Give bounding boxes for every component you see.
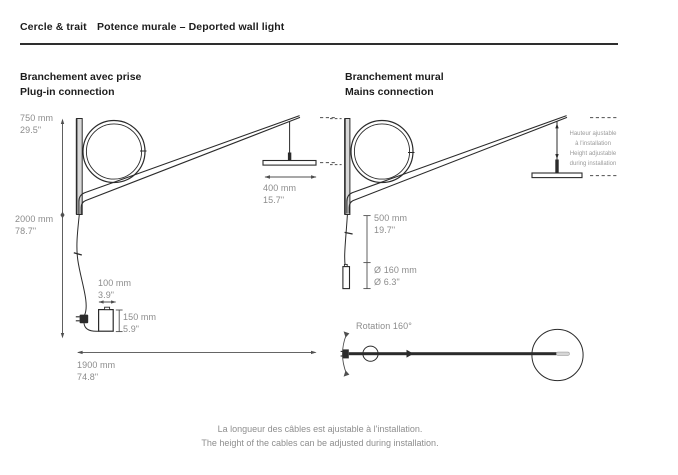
dim-1900 xyxy=(77,359,115,383)
section-heading-mains-en: Mains connection xyxy=(345,86,434,98)
dim-2000-in: 78.7" xyxy=(15,226,37,236)
note-height-adjustable-l2: à l'installation xyxy=(575,141,611,147)
dim-750 xyxy=(20,112,53,136)
rotation-label: Rotation 160° xyxy=(356,321,412,331)
dim-400-in: 15.7" xyxy=(263,195,285,205)
section-heading-plugin-fr: Branchement avec prise xyxy=(20,71,142,83)
dim-2000-mm: 2000 mm xyxy=(15,214,54,224)
note-height-adjustable xyxy=(559,129,627,169)
dim-160-mm: Ø 160 mm xyxy=(374,265,417,275)
footer-note-en: The height of the cables can be adjusted during installation. xyxy=(201,437,439,448)
dim-500 xyxy=(374,212,407,236)
dim-400-mm: 400 mm xyxy=(263,183,297,193)
note-height-adjustable-l4: during installation xyxy=(569,161,617,167)
dim-1900-in: 74.8" xyxy=(77,372,99,382)
footer-note-fr: La longueur des câbles est ajustable à l'installation. xyxy=(217,424,423,434)
dim-160-in: Ø 6.3" xyxy=(374,277,400,287)
product-name: Cercle & trait xyxy=(20,21,87,33)
note-height-adjustable-l3: Height adjustable xyxy=(569,151,617,157)
dim-1900-mm: 1900 mm xyxy=(77,360,116,370)
dim-400 xyxy=(263,182,296,206)
note-height-adjustable-l1: Hauteur ajustable xyxy=(569,131,617,137)
dim-2000 xyxy=(15,213,53,237)
dim-750-in: 29.5" xyxy=(20,125,42,135)
dim-500-mm: 500 mm xyxy=(374,213,408,223)
section-heading-mains-fr: Branchement mural xyxy=(345,71,444,83)
rotation-top-view-drawing xyxy=(341,329,584,380)
dim-160 xyxy=(374,264,417,288)
page-title: Potence murale – Deported wall light xyxy=(97,21,285,33)
dim-100 xyxy=(98,277,131,301)
dim-150 xyxy=(123,311,156,335)
dim-100-in: 3.9" xyxy=(98,290,115,300)
dim-150-mm: 150 mm xyxy=(123,312,157,322)
dim-500-in: 19.7" xyxy=(374,225,396,235)
footer-note xyxy=(0,423,640,450)
dim-100-mm: 100 mm xyxy=(98,278,132,288)
dim-150-in: 5.9" xyxy=(123,324,140,334)
right-wall-lamp-drawing xyxy=(343,116,582,289)
dim-750-mm: 750 mm xyxy=(20,113,54,123)
section-heading-plugin-en: Plug-in connection xyxy=(20,86,115,98)
